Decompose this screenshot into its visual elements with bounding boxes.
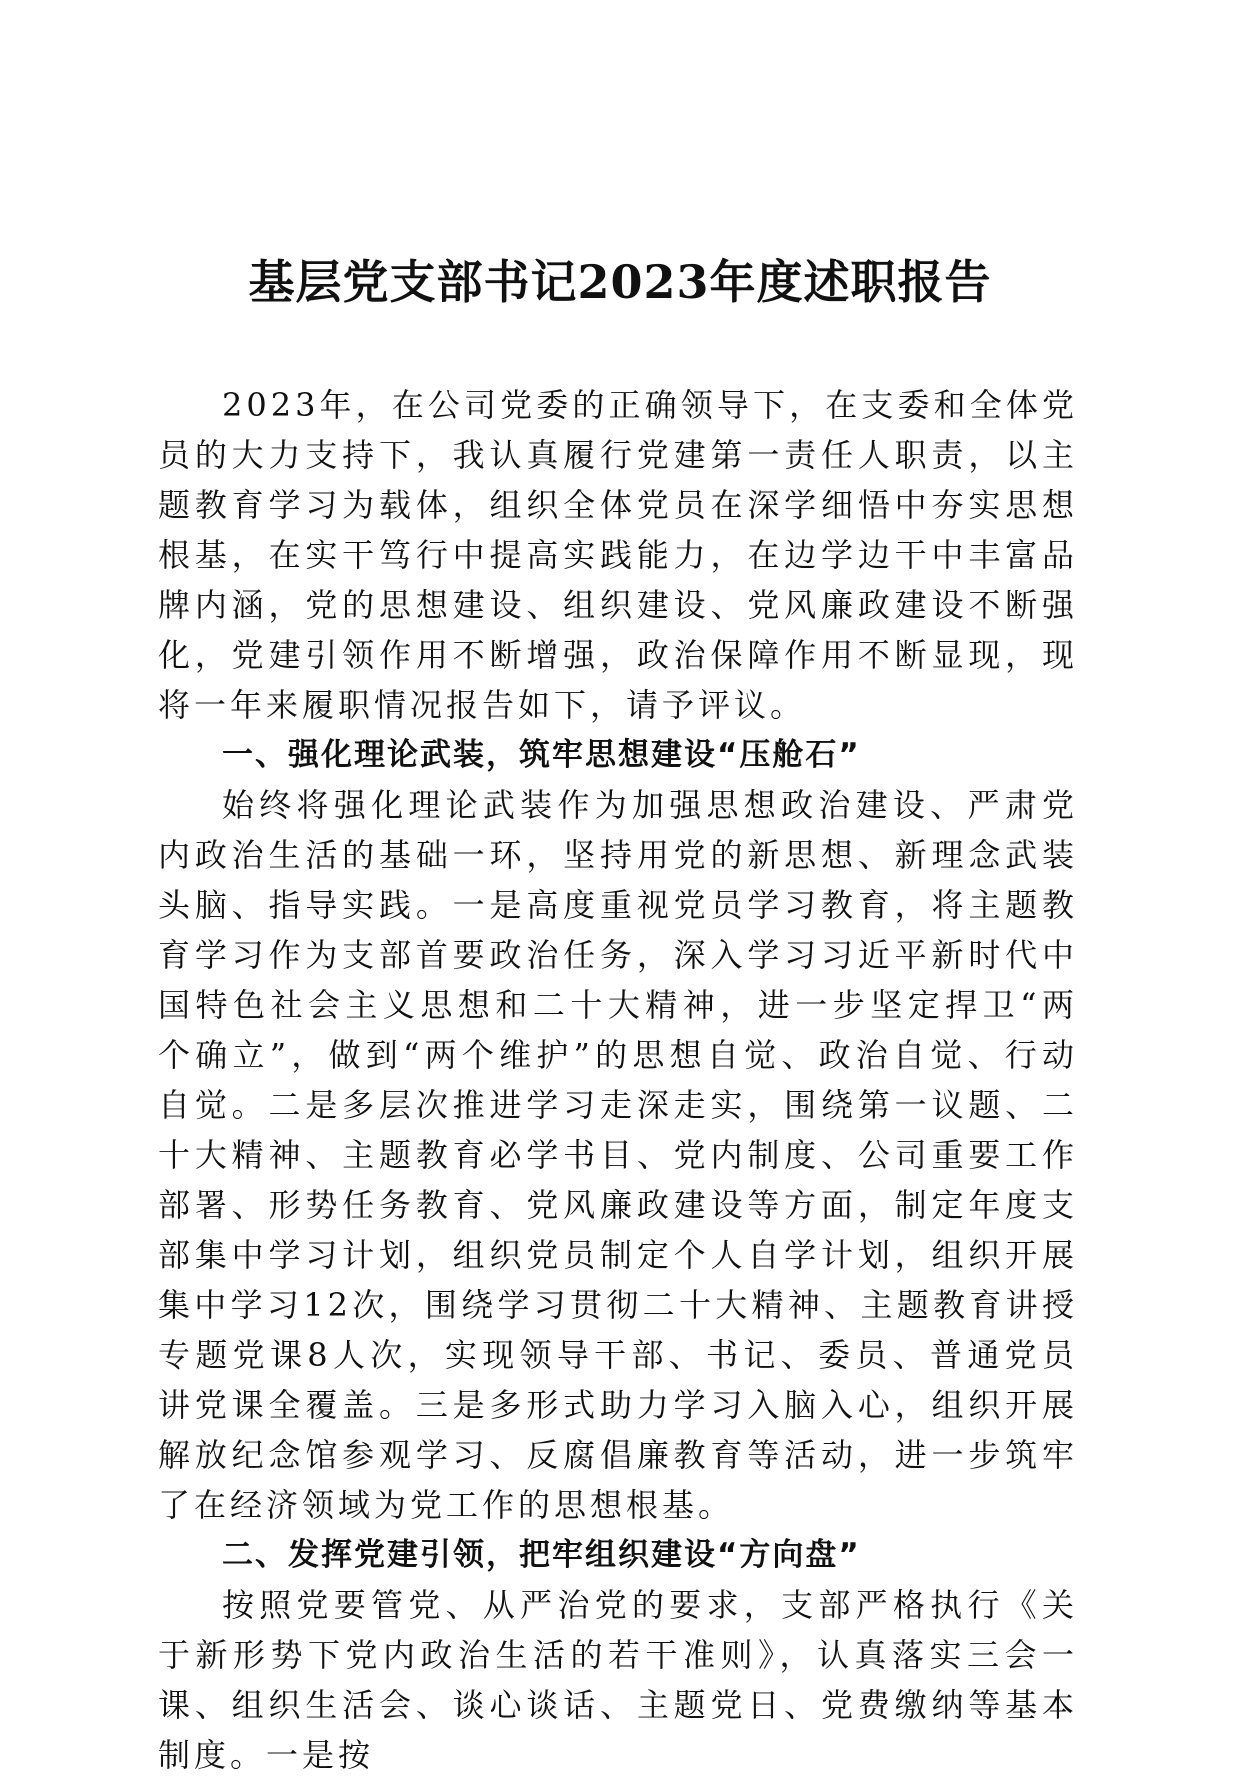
- section-heading-1: 一、强化理论武装，筑牢思想建设“压舱石”: [222, 737, 861, 773]
- page-title: 基层党支部书记2023年度述职报告: [248, 255, 992, 309]
- document-body: [158, 380, 1078, 1780]
- section-1-paragraph: 始终将强化理论武装作为加强思想政治建设、严肃党内政治生活的基础一环，坚持用党的新思想、新理念武装头脑、指导实践。一是高度重视党员学习教育，将主题教育学习作为支部首要政治任务，深入学习习近平新时代中国特色社会主义思想和二十大精神，进一步坚定捍卫“两个确立”，做到“两个维护”的思想自觉、政治自觉、行动自觉。二是多层次推进学习走深走实，围绕第一议题、二十大精神、主题教育必学书目、党内制度、公司重要工作部署、形势任务教育、党风廉政建设等方面，制定年度支部集中学习计划，组织党员制定个人自学计划，组织开展集中学习12次，围绕学习贯彻二十大精神、主题教育讲授专题党课8人次，实现领导干部、书记、委员、普通党员讲党课全覆盖。三是多形式助力学习入脑入心，组织开展解放纪念馆参观学习、反腐倡廉教育等活动，进一步筑牢了在经济领域为党工作的思想根基。: [158, 786, 1078, 1524]
- section-heading-2: 二、发挥党建引领，把牢组织建设“方向盘”: [222, 1537, 861, 1573]
- intro-paragraph: 2023年，在公司党委的正确领导下，在支委和全体党员的大力支持下，我认真履行党建第一责任人职责，以主题教育学习为载体，组织全体党员在深学细悟中夯实思想根基，在实干笃行中提高实践能力，在边学边干中丰富品牌内涵，党的思想建设、组织建设、党风廉政建设不断强化，党建引领作用不断增强，政治保障作用不断显现，现将一年来履职情况报告如下，请予评议。: [158, 386, 1078, 724]
- section-2-paragraph: 按照党要管党、从严治党的要求，支部严格执行《关于新形势下党内政治生活的若干准则》，认真落实三会一课、组织生活会、谈心谈话、主题党日、党费缴纳等基本制度。一是按: [158, 1586, 1078, 1774]
